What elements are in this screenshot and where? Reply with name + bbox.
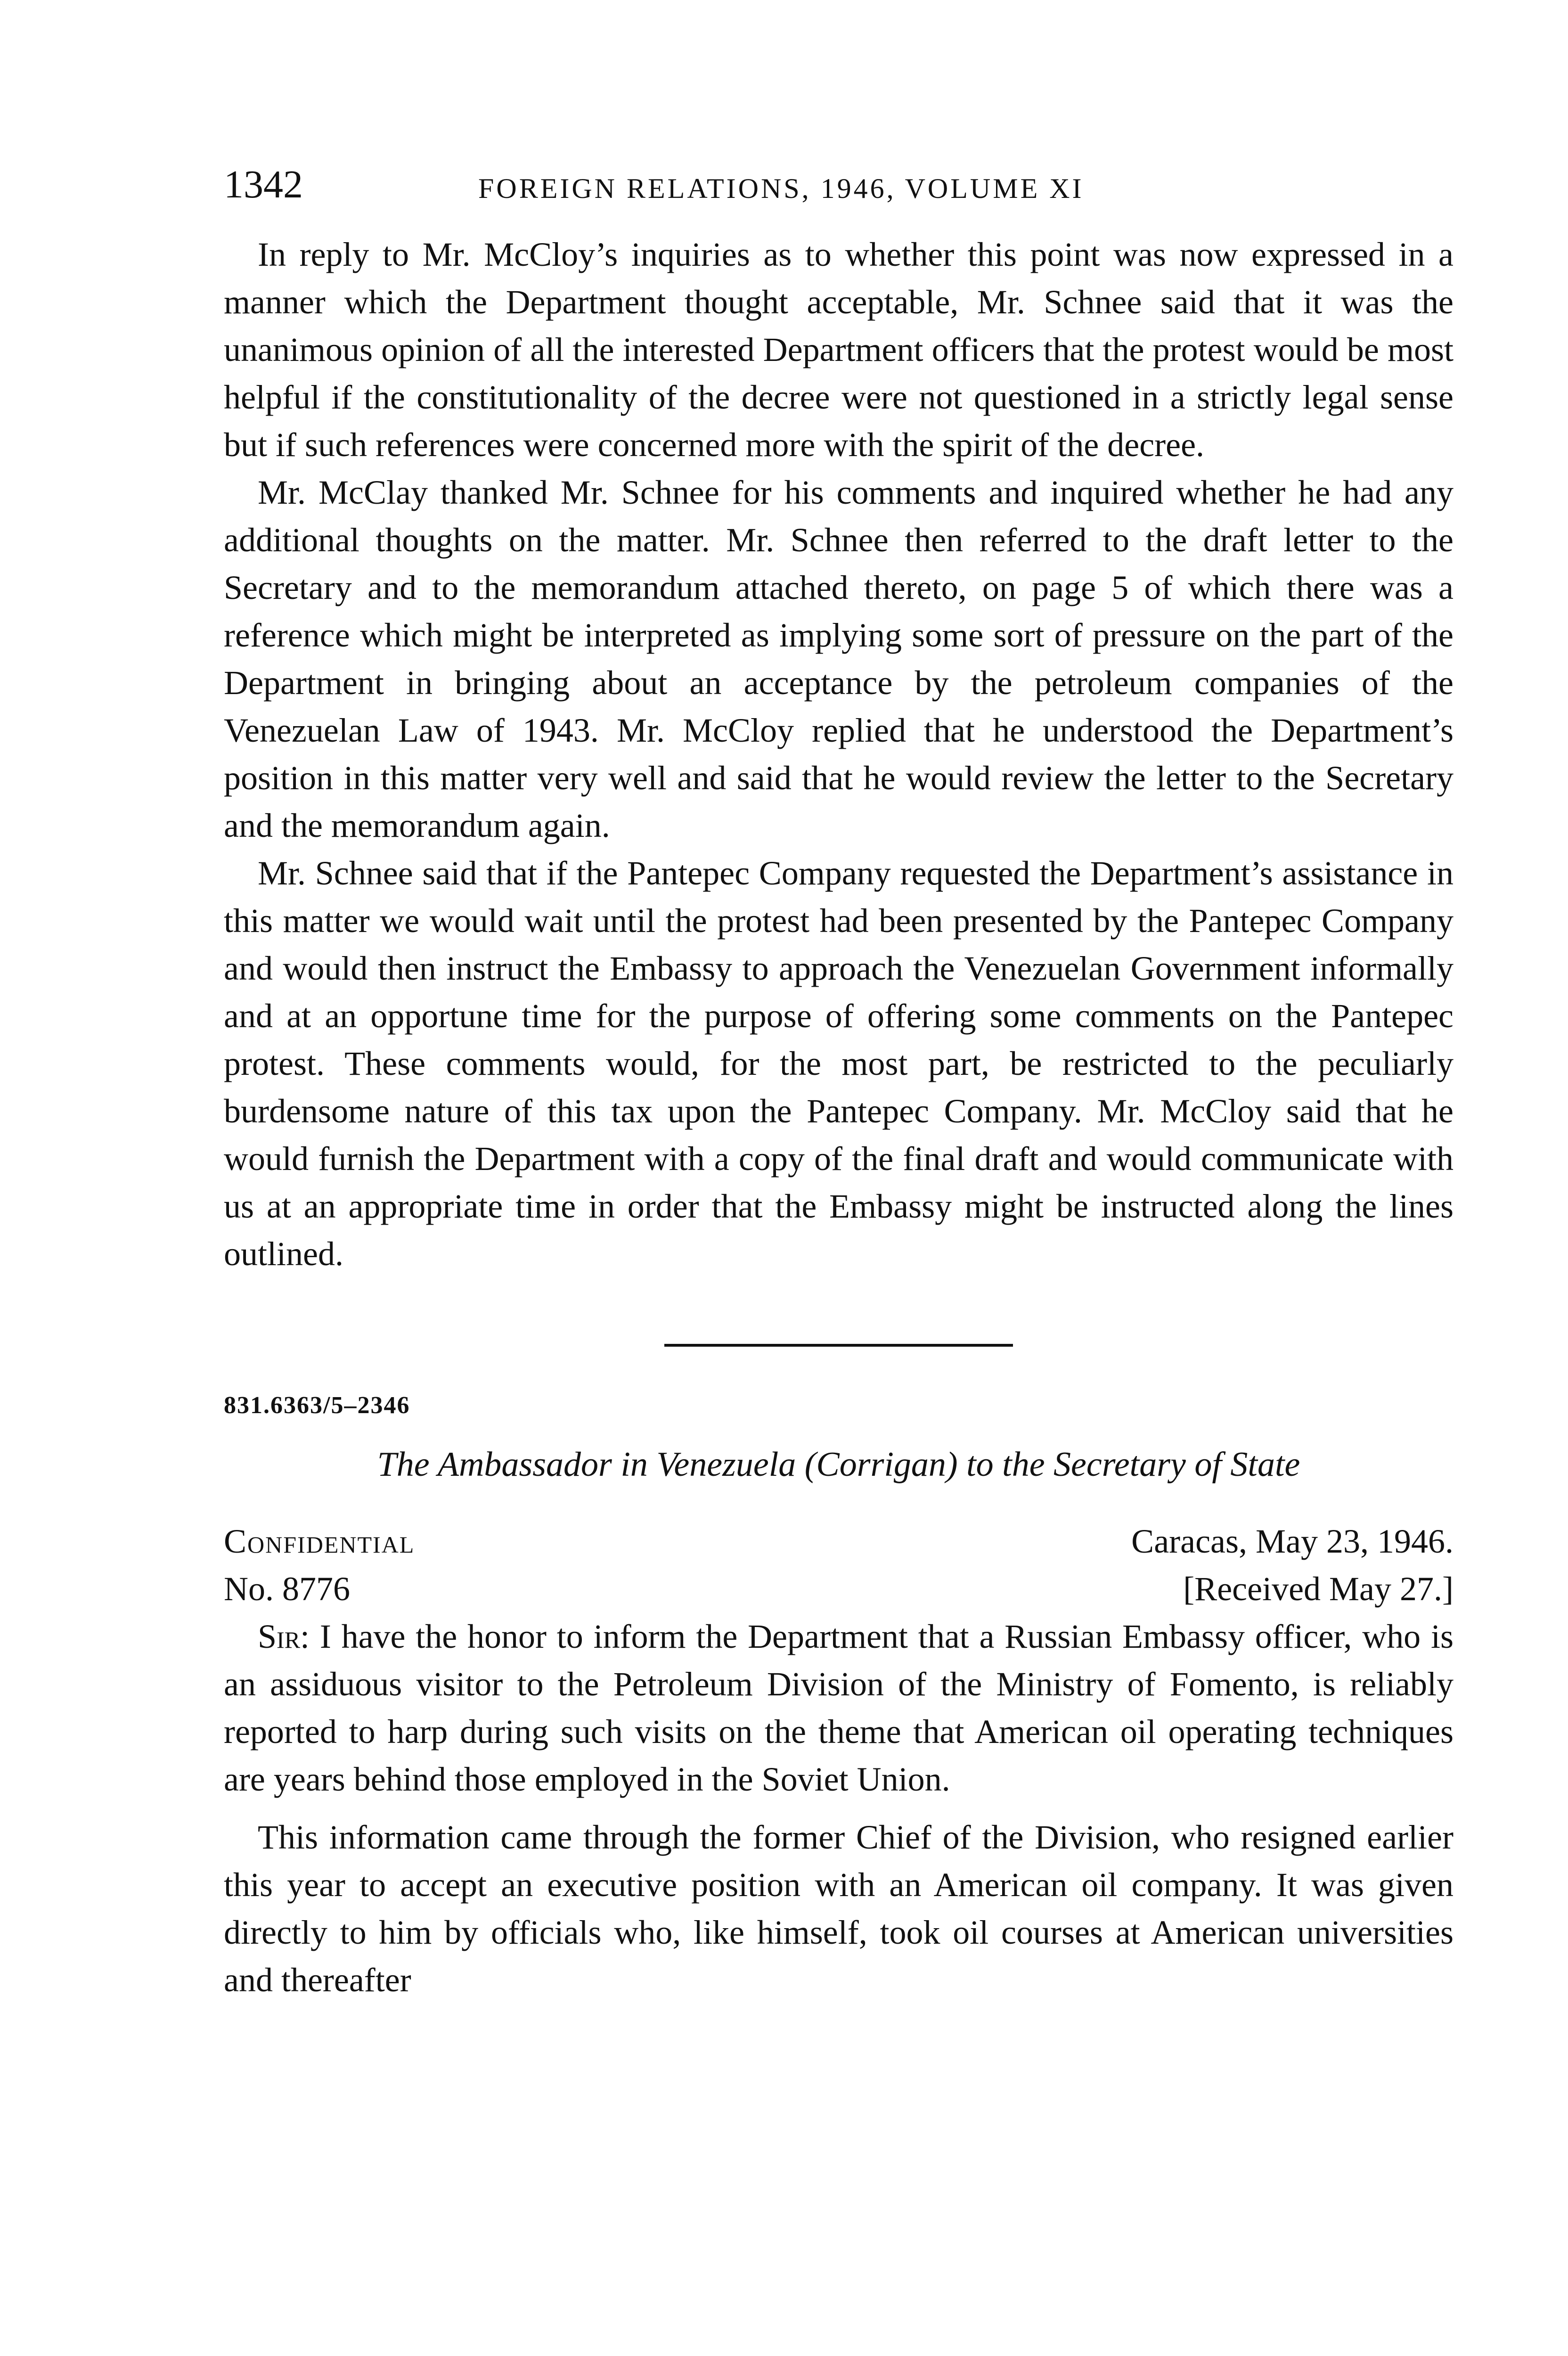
document-page: [224, 160, 1454, 2004]
page-number: 1342: [224, 163, 303, 206]
running-head-title: FOREIGN RELATIONS, 1946, VOLUME XI: [478, 173, 1084, 204]
file-number: 831.6363/5–2346: [224, 1392, 410, 1419]
section-divider: [664, 1344, 1013, 1347]
letter-paragraph-1: [224, 1613, 1454, 1803]
document-heading-part1: The Ambassador in Venezuela (: [377, 1445, 817, 1484]
dateline-row-2: [224, 1565, 1454, 1613]
salutation: Sir: [258, 1617, 301, 1655]
document-heading-name: Corrigan: [816, 1445, 946, 1484]
body-paragraph-3: Mr. Schnee said that if the Pantepec Company requested the Department’s assistance in this matter we would wait until the protest had been presented by the Pantepec Company and would then instruct the Embassy to approach the Venezuelan Government informally and at an opportune time for the purpose of offering some comments on the Pantepec protest. These comments would, for the most part, be restricted to the peculiarly burdensome nature of this tax upon the Pantepec Company. Mr. McCloy said that he would furnish the Department with a copy of the final draft and would communicate with us at an appropriate time in order that the Embassy might be instructed along the lines outlined.: [224, 854, 1454, 1273]
letter-paragraph-1-text: : I have the honor to inform the Department that a Russian Embassy officer, who is an assiduous visitor to the Petroleum Division of the Ministry of Fomento, is reliably reported to harp during such visits on the theme that American oil operating techniques are years behind those employed in the Soviet Union.: [224, 1617, 1454, 1798]
body-paragraph-1: In reply to Mr. McCloy’s inquiries as to whether this point was now expressed in a manner which the Department thought acceptable, Mr. Schnee said that it was the unanimous opinion of all the interested Department officers that the protest would be most helpful if the constitutionality of the decree were not questioned in a strictly legal sense but if such references were concerned more with the spirit of the decree.: [224, 236, 1454, 464]
document-heading: [224, 1444, 1454, 1486]
body-paragraph-2: Mr. McClay thanked Mr. Schnee for his comments and inquired whether he had any additional thoughts on the matter. Mr. Schnee then referred to the draft letter to the Secretary and to the memorandum attached thereto, on page 5 of which there was a reference which might be interpreted as implying some sort of pressure on the part of the Department in bringing about an acceptance by the petroleum companies of the Venezuelan Law of 1943. Mr. McCloy replied that he understood the Department’s position in this matter very well and said that he would review the letter to the Secretary and the memorandum again.: [224, 474, 1454, 844]
despatch-number: No. 8776: [224, 1570, 350, 1608]
paragraph-spacer: [224, 1803, 1454, 1814]
letter-paragraph-2: This information came through the former Chief of the Division, who resigned earlier this year to accept an executive position with an American oil company. It was given directly to him by officials who, like himself, took oil courses at American universities and thereafter: [224, 1818, 1454, 1999]
classification-label: Confidential: [224, 1522, 415, 1560]
running-head: [224, 160, 1454, 231]
received-date: [Received May 27.]: [1183, 1570, 1454, 1608]
document-heading-part2: ) to the Secretary of State: [946, 1445, 1300, 1484]
dateline-row-1: [224, 1518, 1454, 1565]
place-date: Caracas, May 23, 1946.: [1131, 1522, 1454, 1560]
